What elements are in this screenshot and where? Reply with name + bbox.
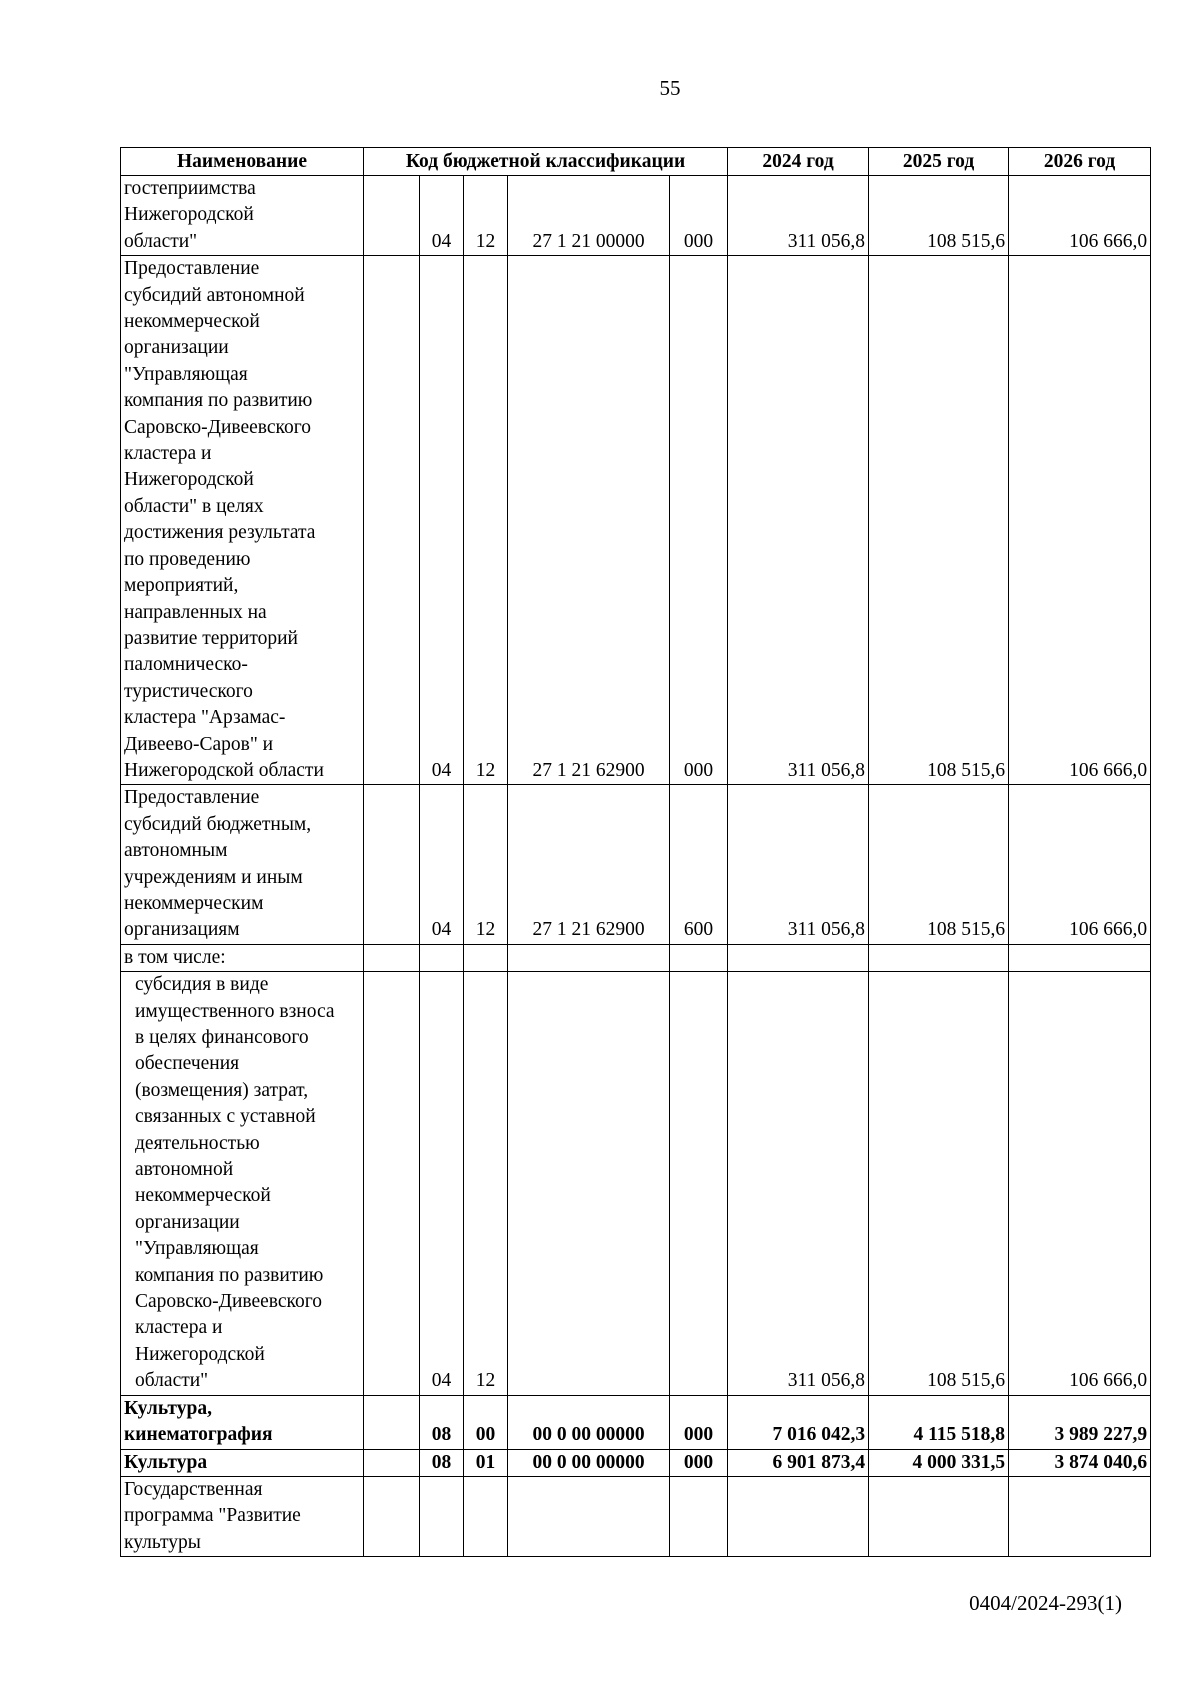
value-2024: 311 056,8 [728,176,869,256]
value-2024: 311 056,8 [728,972,869,1396]
expense-type-code [670,944,728,971]
target-code: 27 1 21 00000 [508,176,670,256]
expense-type-code: 000 [670,1449,728,1476]
table-row [121,1395,1151,1449]
section-code: 08 [420,1449,464,1476]
budget-table [120,147,1151,1557]
row-name: субсидия в виде имущественного взноса в целях финансового обеспечения (возмещения) затрат, связанных с уставной деятельностью автономной некоммерческой организации "Управляющая компания по развитию Саровско-Дивеевского кластера и Нижегородской области" [121,972,364,1396]
row-name: Государственная программа "Развитие культуры [121,1476,364,1556]
target-code: 27 1 21 62900 [508,256,670,785]
value-2025: 108 515,6 [869,785,1009,944]
value-2024: 311 056,8 [728,256,869,785]
row-name: в том числе: [121,944,364,971]
row-name: Культура, кинематография [121,1395,364,1449]
subsection-code: 12 [464,176,508,256]
value-2026: 3 989 227,9 [1009,1395,1151,1449]
subsection-code [464,1476,508,1556]
expense-type-code: 000 [670,176,728,256]
section-code: 04 [420,785,464,944]
subsection-code: 12 [464,972,508,1396]
target-code: 27 1 21 62900 [508,785,670,944]
target-code [508,944,670,971]
header-2026: 2026 год [1009,148,1151,176]
code-cell [364,944,420,971]
value-2025: 108 515,6 [869,256,1009,785]
value-2026: 106 666,0 [1009,785,1151,944]
section-code: 04 [420,972,464,1396]
value-2024: 7 016 042,3 [728,1395,869,1449]
value-2024 [728,1476,869,1556]
target-code [508,972,670,1396]
header-code: Код бюджетной классификации [364,148,728,176]
value-2026 [1009,944,1151,971]
section-code: 04 [420,256,464,785]
target-code: 00 0 00 00000 [508,1449,670,1476]
expense-type-code: 000 [670,1395,728,1449]
subsection-code: 12 [464,785,508,944]
value-2026: 106 666,0 [1009,176,1151,256]
section-code [420,1476,464,1556]
code-cell [364,176,420,256]
section-code [420,944,464,971]
subsection-code: 01 [464,1449,508,1476]
expense-type-code [670,1476,728,1556]
value-2024: 6 901 873,4 [728,1449,869,1476]
target-code [508,1476,670,1556]
header-2024: 2024 год [728,148,869,176]
value-2025: 108 515,6 [869,176,1009,256]
row-name: Предоставление субсидий бюджетным, автономным учреждениям и иным некоммерческим организациям [121,785,364,944]
section-code: 04 [420,176,464,256]
code-cell [364,785,420,944]
code-cell [364,256,420,785]
header-2025: 2025 год [869,148,1009,176]
table-row [121,176,1151,256]
table-row [121,1476,1151,1556]
value-2025: 4 000 331,5 [869,1449,1009,1476]
subsection-code: 00 [464,1395,508,1449]
code-cell [364,1449,420,1476]
code-cell [364,972,420,1396]
header-name: Наименование [121,148,364,176]
value-2026: 106 666,0 [1009,972,1151,1396]
table-row [121,785,1151,944]
row-name: гостеприимства Нижегородской области" [121,176,364,256]
row-name: Культура [121,1449,364,1476]
subsection-code: 12 [464,256,508,785]
value-2024 [728,944,869,971]
row-name: Предоставление субсидий автономной некоммерческой организации "Управляющая компания по развитию Саровско-Дивеевского кластера и Нижегородской области" в целях достижения результата по проведению мероприятий, направленных на развитие территорий паломническо- туристического кластера "Арзамас- Дивеево-Саров" и Нижегородской области [121,256,364,785]
value-2025 [869,1476,1009,1556]
table-row [121,972,1151,1396]
table-row [121,256,1151,785]
document-code: 0404/2024-293(1) [969,1591,1122,1615]
expense-type-code: 000 [670,256,728,785]
value-2025: 4 115 518,8 [869,1395,1009,1449]
subsection-code [464,944,508,971]
code-cell [364,1476,420,1556]
value-2024: 311 056,8 [728,785,869,944]
page-number: 55 [659,76,681,100]
code-cell [364,1395,420,1449]
expense-type-code [670,972,728,1396]
expense-type-code: 600 [670,785,728,944]
value-2025 [869,944,1009,971]
value-2025: 108 515,6 [869,972,1009,1396]
target-code: 00 0 00 00000 [508,1395,670,1449]
value-2026: 3 874 040,6 [1009,1449,1151,1476]
section-code: 08 [420,1395,464,1449]
value-2026 [1009,1476,1151,1556]
value-2026: 106 666,0 [1009,256,1151,785]
table-row [121,944,1151,971]
header-row [121,148,1151,176]
table-row [121,1449,1151,1476]
